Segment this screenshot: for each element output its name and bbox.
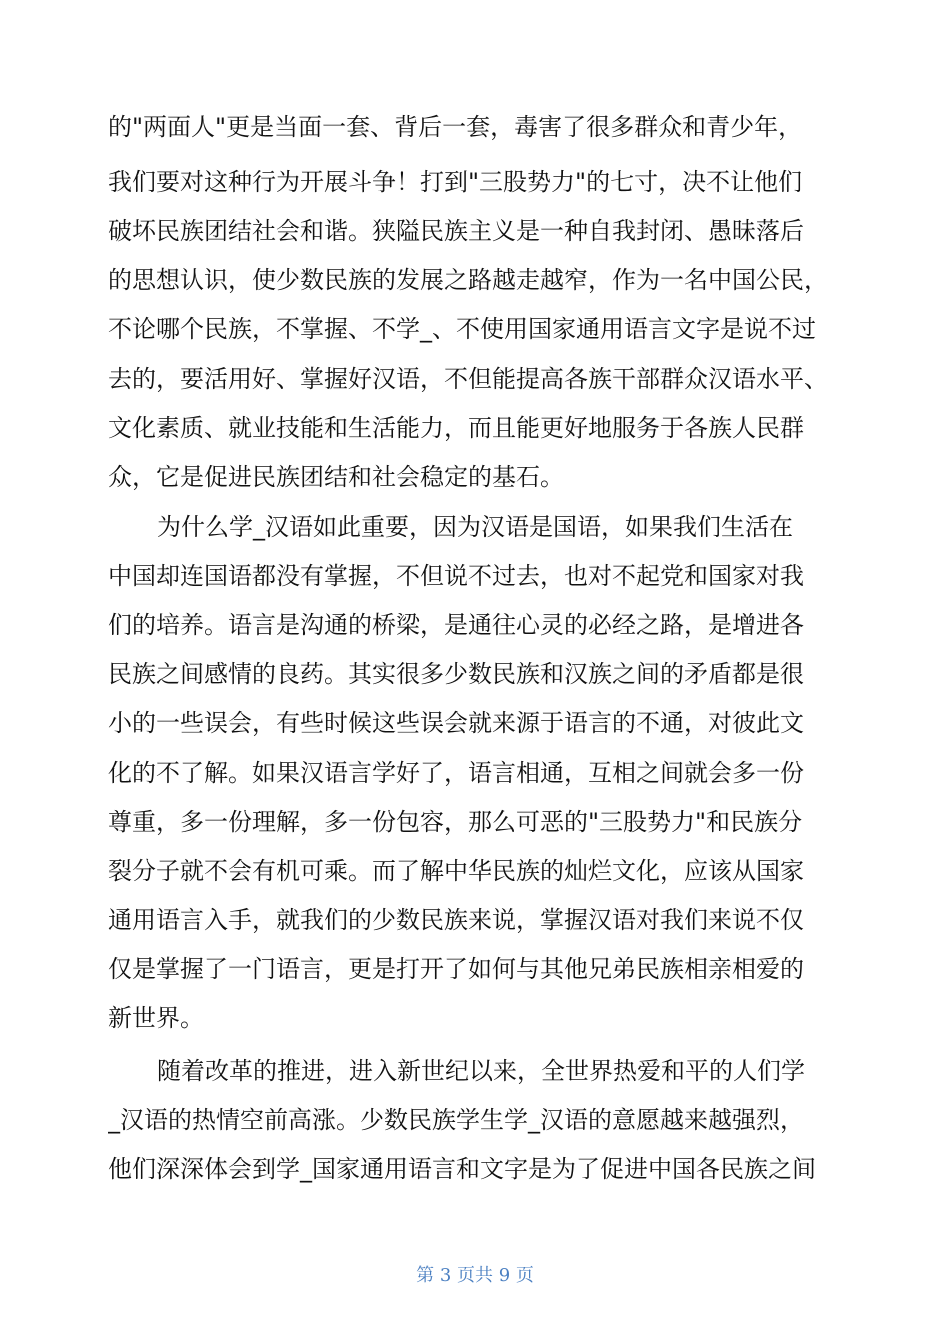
paragraph-start-line: 为什么学_汉语如此重要，因为汉语是国语，如果我们生活在 bbox=[157, 513, 793, 541]
text-line: 尊重，多一份理解，多一份包容，那么可恶的"三股势力"和民族分 bbox=[108, 808, 803, 836]
text-line: 仅是掌握了一门语言，更是打开了如何与其他兄弟民族相亲相爱的 bbox=[108, 955, 804, 983]
text-line: _汉语的热情空前高涨。少数民族学生学_汉语的意愿越来越强烈， bbox=[108, 1106, 804, 1134]
text-line: 的"两面人"更是当面一套、背后一套，毒害了很多群众和青少年， bbox=[108, 113, 803, 141]
page-number: 第 3 页共 9 页 bbox=[416, 1265, 534, 1286]
text-line: 裂分子就不会有机可乘。而了解中华民族的灿烂文化，应该从国家 bbox=[108, 857, 804, 885]
text-line: 去的，要活用好、掌握好汉语，不但能提高各族干部群众汉语水平、 bbox=[108, 365, 828, 393]
text-line: 的思想认识，使少数民族的发展之路越走越窄，作为一名中国公民， bbox=[108, 266, 828, 294]
text-line: 们的培养。语言是沟通的桥梁，是通往心灵的必经之路，是增进各 bbox=[108, 611, 804, 639]
text-line: 我们要对这种行为开展斗争！打到"三股势力"的七寸，决不让他们 bbox=[108, 168, 803, 196]
text-line: 他们深深体会到学_国家通用语言和文字是为了促进中国各民族之间 bbox=[108, 1155, 816, 1183]
text-line: 通用语言入手，就我们的少数民族来说，掌握汉语对我们来说不仅 bbox=[108, 906, 804, 934]
text-line: 中国却连国语都没有掌握，不但说不过去，也对不起党和国家对我 bbox=[108, 562, 804, 590]
paragraph-start-line: 随着改革的推进，进入新世纪以来，全世界热爱和平的人们学 bbox=[157, 1057, 805, 1085]
text-line: 化的不了解。如果汉语言学好了，语言相通，互相之间就会多一份 bbox=[108, 759, 804, 787]
text-line: 破坏民族团结社会和谐。狭隘民族主义是一种自我封闭、愚昧落后 bbox=[108, 217, 804, 245]
text-line: 不论哪个民族，不掌握、不学_、不使用国家通用语言文字是说不过 bbox=[108, 315, 816, 343]
text-line: 新世界。 bbox=[108, 1004, 204, 1032]
text-line: 小的一些误会，有些时候这些误会就来源于语言的不通，对彼此文 bbox=[108, 709, 804, 737]
text-line: 众，它是促进民族团结和社会稳定的基石。 bbox=[108, 463, 564, 491]
text-line: 民族之间感情的良药。其实很多少数民族和汉族之间的矛盾都是很 bbox=[108, 660, 804, 688]
text-line: 文化素质、就业技能和生活能力，而且能更好地服务于各族人民群 bbox=[108, 414, 804, 442]
